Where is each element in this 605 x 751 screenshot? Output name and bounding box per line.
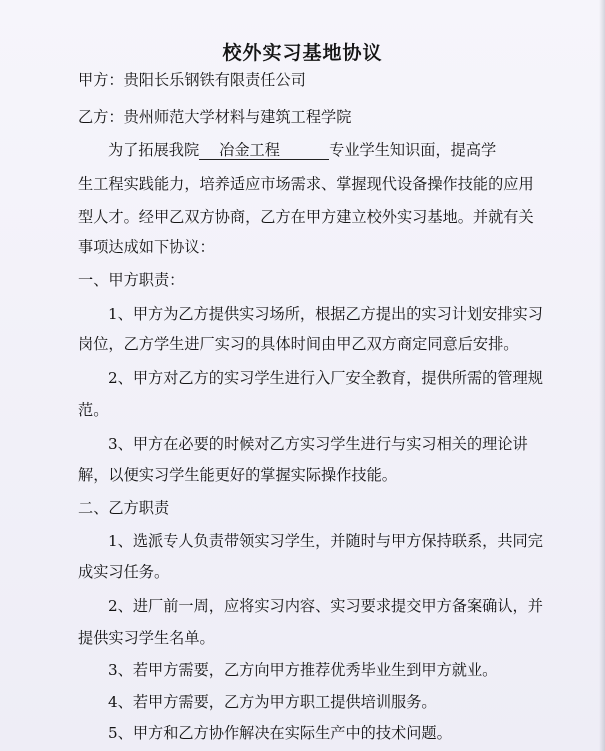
major-underline-field <box>199 142 329 160</box>
section-a-item-3-line-2: 解，以便实习学生能更好的掌握实际操作技能。 <box>78 466 397 484</box>
intro-line-3: 型人才。经甲乙双方协商，乙方在甲方建立校外实习基地。并就有关 <box>78 208 534 226</box>
section-b-item-2-line-1: 2、进厂前一周，应将实习内容、实习要求提交甲方备案确认，并 <box>108 597 543 615</box>
section-a-item-2-line-2: 范。 <box>78 401 109 419</box>
section-a-item-1-line-1: 1、甲方为乙方提供实习场所，根据乙方提出的实习计划安排实习 <box>108 305 543 323</box>
intro-line-4: 事项达成如下协议： <box>78 238 215 256</box>
section-a-item-2-line-1: 2、甲方对乙方的实习学生进行入厂安全教育，提供所需的管理规 <box>108 369 543 387</box>
section-a-item-1-line-2: 岗位，乙方学生进厂实习的具体时间由甲乙双方商定同意后安排。 <box>78 335 519 353</box>
section-b-heading: 二、乙方职责 <box>78 499 170 517</box>
section-b-item-5: 5、甲方和乙方协作解决在实际生产中的技术问题。 <box>108 724 452 742</box>
party-a-line: 甲方：贵阳长乐钢铁有限责任公司 <box>78 71 306 89</box>
section-b-item-1-line-1: 1、选派专人负责带领实习学生，并随时与甲方保持联系，共同完 <box>108 532 543 550</box>
party-b-line: 乙方：贵州师范大学材料与建筑工程学院 <box>78 108 352 126</box>
section-b-item-3: 3、若甲方需要，乙方向甲方推荐优秀毕业生到甲方就业。 <box>108 661 498 679</box>
page-edge-shadow <box>599 0 605 751</box>
major-name: 冶金工程 <box>219 141 280 159</box>
intro-prefix: 为了拓展我院 <box>108 141 200 159</box>
section-b-item-2-line-2: 提供实习学生名单。 <box>78 629 215 647</box>
section-b-item-1-line-2: 成实习任务。 <box>78 563 170 581</box>
section-a-heading: 一、甲方职责： <box>78 271 185 289</box>
intro-line-1 <box>108 140 496 160</box>
section-b-item-4: 4、若甲方需要，乙方为甲方职工提供培训服务。 <box>108 693 437 711</box>
section-a-item-3-line-1: 3、甲方在必要的时候对乙方实习学生进行与实习相关的理论讲 <box>108 435 528 453</box>
intro-suffix: 专业学生知识面，提高学 <box>329 141 497 159</box>
intro-line-2: 生工程实践能力，培养适应市场需求、掌握现代设备操作技能的应用 <box>78 175 534 193</box>
document-title: 校外实习基地协议 <box>222 42 383 64</box>
